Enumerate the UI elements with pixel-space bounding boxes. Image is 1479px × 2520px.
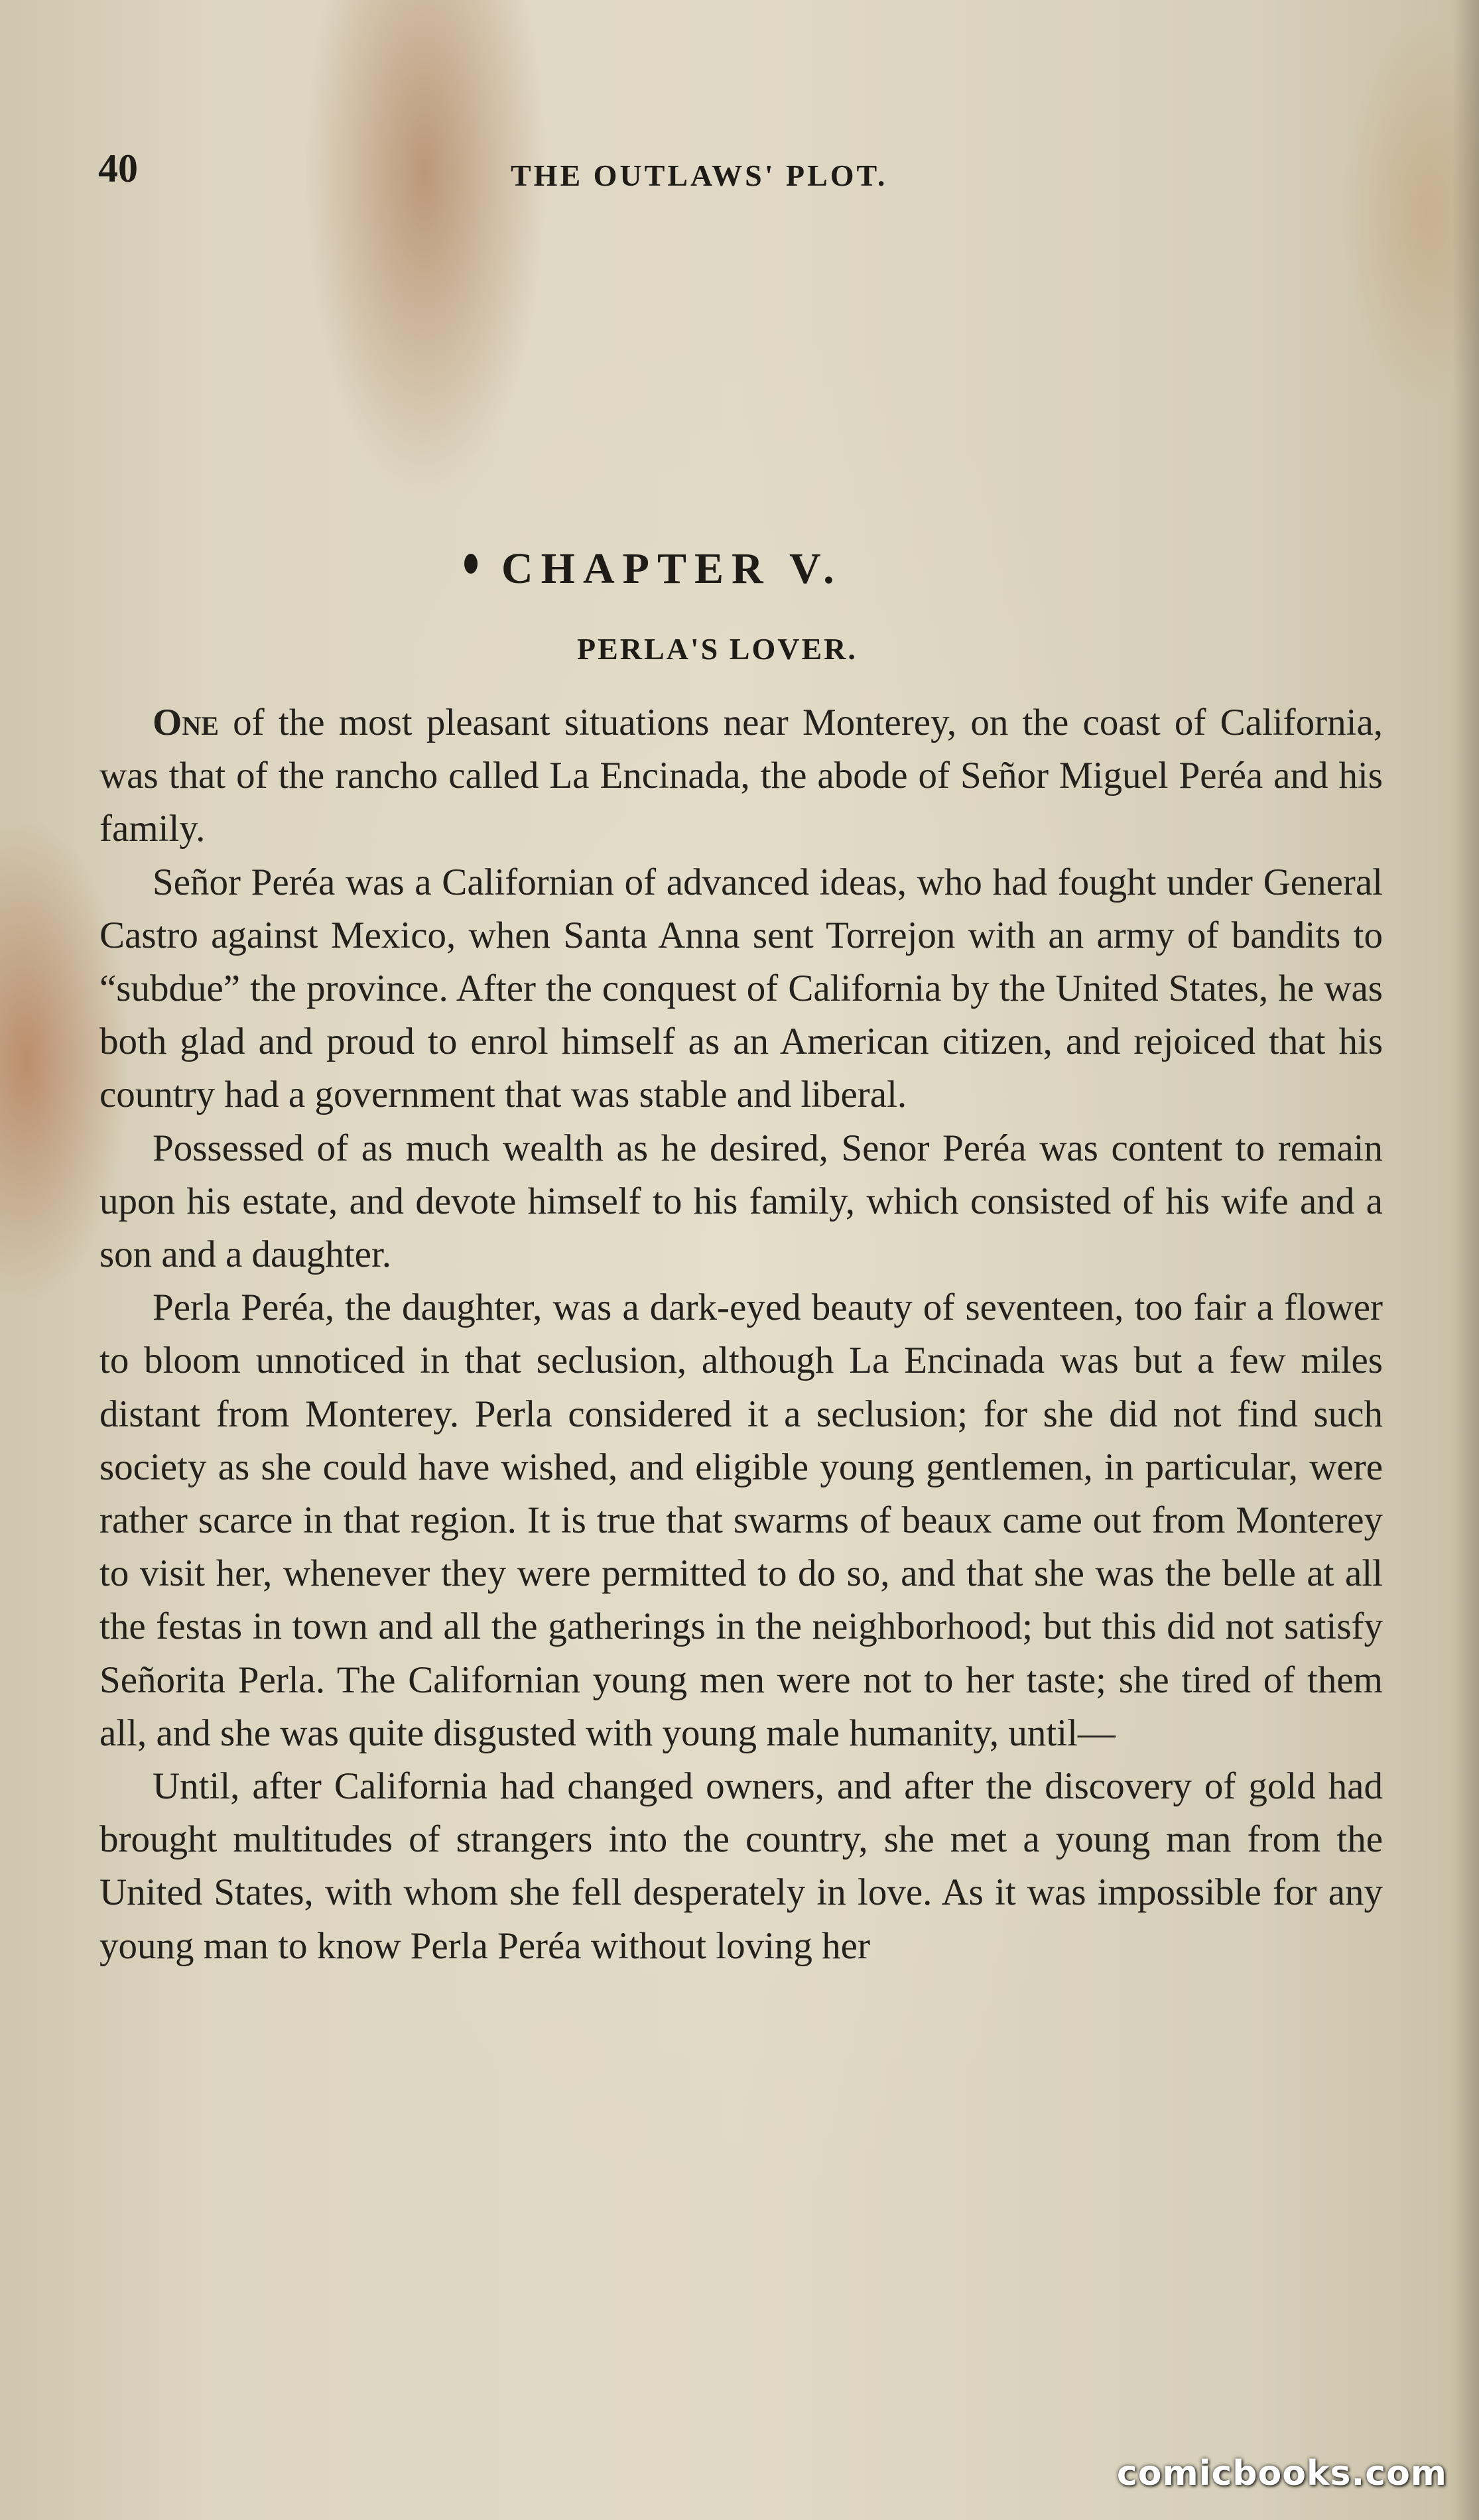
paragraph-2: Señor Peréa was a Californian of advanced ideas, who had fought under General Castro against Mexico, when Santa Anna sent Torrejon with an army of bandits to “subdue” the province. After the conquest of California by the United States, he was both glad and proud to enrol himself as an American citizen, and rejoiced that his country had a government that was stable and liberal. (99, 861, 1383, 1116)
chapter-subtitle: PERLA'S LOVER. (577, 632, 858, 666)
paragraph-5: Until, after California had changed owners, and after the discovery of gold had brought multitudes of strangers into the country, she met a young man from the United States, with whom she fell desperately in love. As it was impossible for any young man to know Perla Peréa without loving her (99, 1765, 1383, 1967)
bullet-icon (464, 554, 478, 574)
paragraph-1 (99, 696, 1383, 856)
paragraph-3: Possessed of as much wealth as he desired, Senor Peréa was content to remain upon his estate, and devote himself to his family, which consisted of his wife and a son and a daughter. (99, 1127, 1383, 1276)
watermark: comicbooks.com (1116, 2454, 1447, 2493)
chapter-title-text: CHAPTER V. (501, 544, 842, 593)
chapter-body (99, 696, 1383, 1973)
paragraph-text: of the most pleasant situations near Monterey, on the coast of California, was that of the rancho called La Encinada, the abode of Señor Miguel Peréa and his family. (99, 702, 1383, 850)
page-number: 40 (98, 147, 138, 190)
paragraph-lead-word: One (153, 702, 219, 743)
page-edge-shadow (1452, 0, 1479, 2520)
chapter-title (464, 544, 842, 594)
paragraph-4: Perla Peréa, the daughter, was a dark-eyed beauty of seventeen, too fair a flower to bloom unnoticed in that seclusion, although La Encinada was but a few miles distant from Monterey. Perla considered it a seclusion; for she did not find such society as she could have wished, and eligible young gentlemen, in particular, were rather scarce in that region. It is true that swarms of beaux came out from Monterey to visit her, whenever they were permitted to do so, and that she was the belle at all the festas in town and all the gatherings in the neighborhood; but this did not satisfy Señorita Perla. The Californian young men were not to her taste; she tired of them all, and she was quite disgusted with young male humanity, until— (99, 1287, 1383, 1754)
running-header-title: THE OUTLAWS' PLOT. (511, 158, 888, 192)
